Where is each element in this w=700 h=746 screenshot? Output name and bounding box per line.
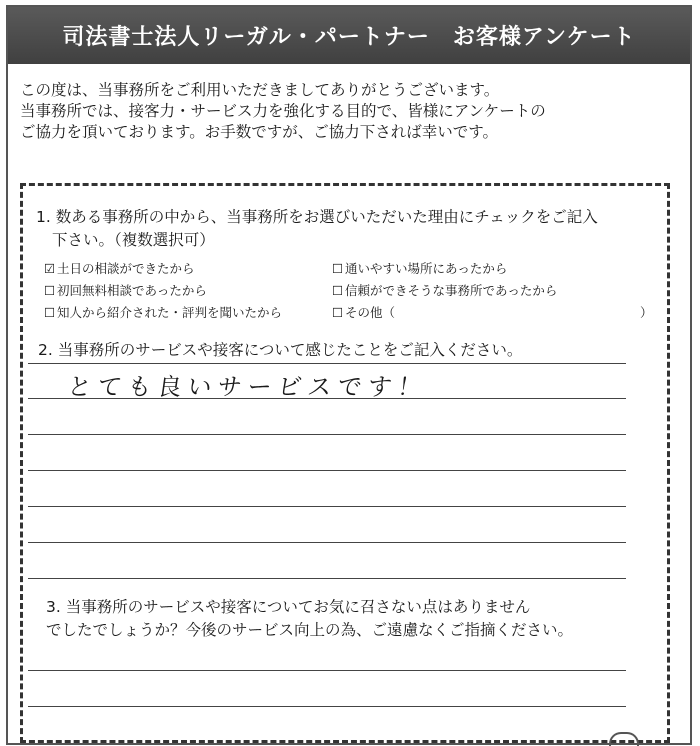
intro-line: この度は、当事務所をご利用いただきましてありがとうございます。 xyxy=(20,81,500,99)
answer-line xyxy=(28,363,626,364)
answer-line xyxy=(28,670,626,671)
other-close-paren: ） xyxy=(640,305,653,320)
option-convenient-location[interactable] xyxy=(332,258,507,279)
intro-line: 当事務所では、接客力・サービス力を強化する目的で、皆様にアンケートの xyxy=(20,102,546,120)
answer-line xyxy=(28,706,626,707)
answer-line xyxy=(28,578,626,579)
option-trustworthy-office[interactable] xyxy=(332,280,557,301)
answer-line xyxy=(28,542,626,543)
handwritten-answer[interactable]: とても良いサービスです！ xyxy=(65,373,430,401)
option-label: 信頼ができそうな事務所であったから xyxy=(345,283,558,298)
option-label: 初回無料相談であったから xyxy=(57,283,207,298)
option-free-first-consultation[interactable] xyxy=(44,280,207,301)
checkbox-icon[interactable]: ☐ xyxy=(332,283,344,298)
question-3-line-1: 3. 当事務所のサービスや接客についてお気に召さない点はありません xyxy=(46,598,531,616)
intro-text xyxy=(20,80,546,143)
checkbox-icon[interactable]: ☐ xyxy=(44,305,56,320)
option-label: 知人から紹介された・評判を聞いたから xyxy=(57,305,283,320)
question-1-line-2: 下さい。（複数選択可） xyxy=(52,231,215,249)
option-label: その他（ xyxy=(345,305,396,320)
option-referral-reputation[interactable] xyxy=(44,302,282,323)
answer-line xyxy=(28,398,626,399)
option-label: 土日の相談ができたから xyxy=(57,261,195,276)
checkbox-icon[interactable]: ☐ xyxy=(332,305,344,320)
checkbox-checked-icon[interactable]: ☑ xyxy=(44,261,56,276)
answer-line xyxy=(28,506,626,507)
question-1-line-1: 1. 数ある事務所の中から、当事務所をお選びいただいた理由にチェックをご記入 xyxy=(36,208,598,226)
intro-line: ご協力を頂いております。お手数ですが、ご協力下されば幸いです。 xyxy=(20,123,499,141)
answer-line xyxy=(28,434,626,435)
option-weekend-consultation[interactable] xyxy=(44,258,195,279)
question-2: 2. 当事務所のサービスや接客について感じたことをご記入ください。 xyxy=(38,341,523,359)
checkbox-icon[interactable]: ☐ xyxy=(44,283,56,298)
checkbox-icon[interactable]: ☐ xyxy=(332,261,344,276)
decorative-tab xyxy=(609,732,639,746)
page-title: 司法書士法人リーガル・パートナー お客様アンケート xyxy=(8,7,690,64)
question-3-line-2: でしたでしょうか？今後のサービス向上の為、ご遠慮なくご指摘ください。 xyxy=(46,621,574,639)
answer-line xyxy=(28,470,626,471)
option-other[interactable] xyxy=(332,302,395,323)
option-label: 通いやすい場所にあったから xyxy=(345,261,508,276)
